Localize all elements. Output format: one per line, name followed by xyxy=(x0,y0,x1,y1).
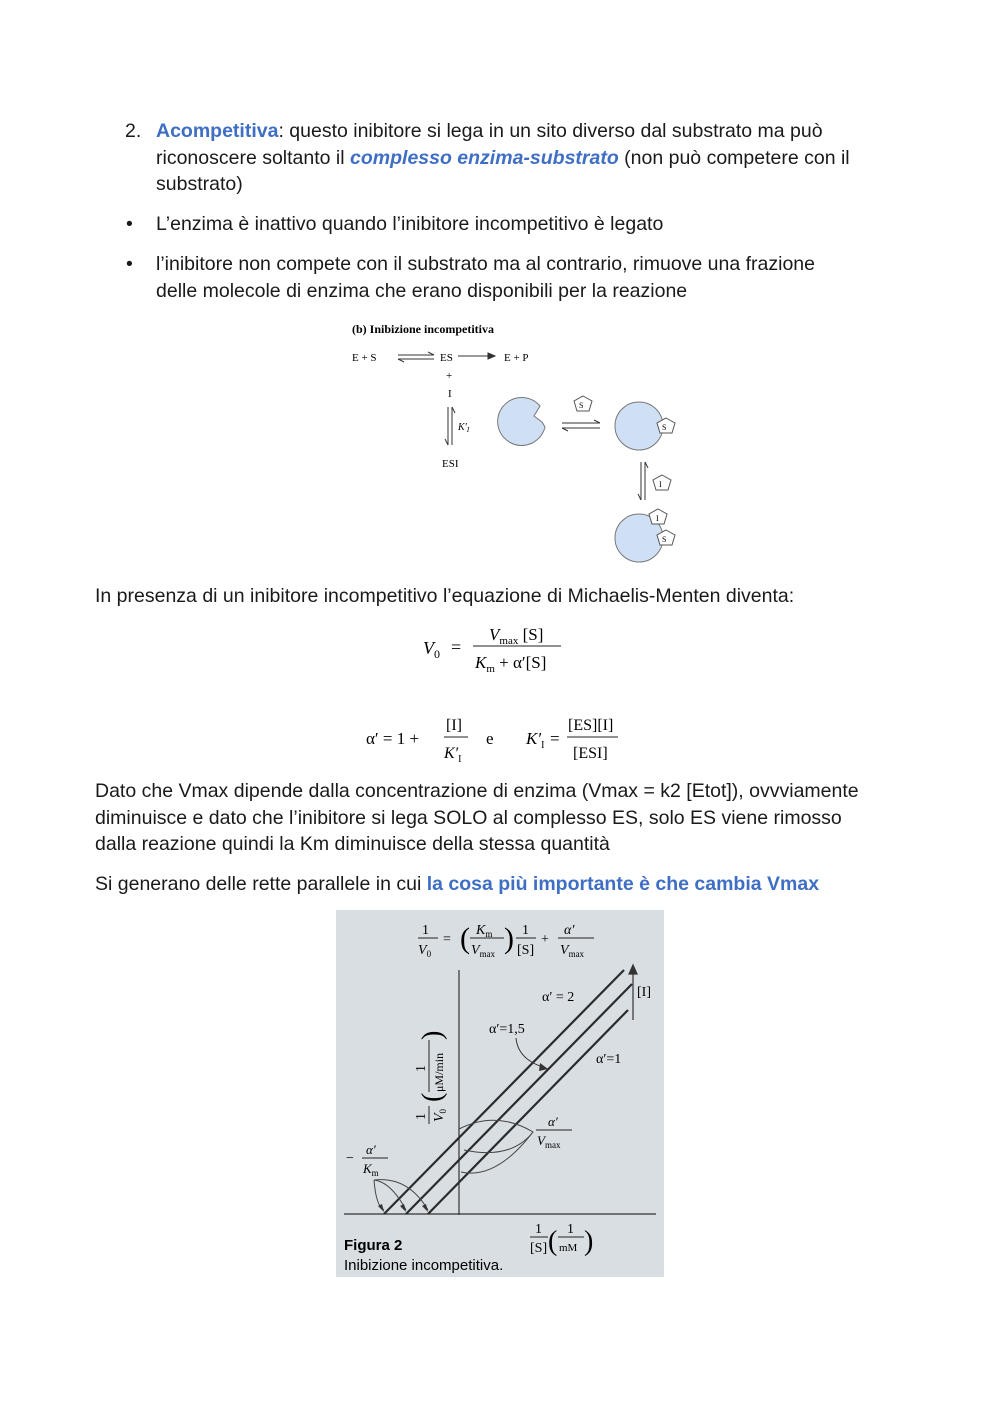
equilibrium-arrow xyxy=(398,352,434,362)
feq-km: $K_m$ xyxy=(476,923,493,939)
alpha-frac-num: [I] xyxy=(446,717,462,734)
xint-num: α′ xyxy=(366,1142,376,1157)
list-number: 2. xyxy=(125,120,142,142)
ki-num: [ES][I] xyxy=(568,717,614,734)
feq-vmax: $V_{max}$ xyxy=(471,943,496,959)
inhibition-scheme xyxy=(340,315,690,570)
ylabel-unit-den: μM/min xyxy=(432,1052,446,1092)
vertical-equilibrium-arrow xyxy=(445,407,455,445)
bound-inhibitor-label: I xyxy=(656,514,659,523)
label-alpha-1-5: α′=1,5 xyxy=(489,1022,525,1037)
substrate-label: S xyxy=(579,401,584,410)
feq-v0: $V_0$ xyxy=(418,943,432,959)
bound-substrate-label: S xyxy=(662,423,667,432)
emph-complex: complesso enzima-substrato xyxy=(350,147,619,169)
alpha-and: e xyxy=(486,729,494,748)
item2-text-c: (non può competere con il xyxy=(618,147,850,169)
scheme-esi: ESI xyxy=(442,458,459,470)
xlabel-unit-num: 1 xyxy=(567,1222,574,1237)
feq-one2: 1 xyxy=(522,923,529,938)
paragraph-line1: Dato che Vmax dipende dalla concentrazione di enzima (Vmax = k2 [Etot]), ovvviamente xyxy=(95,780,859,802)
inhibitor-pentagon xyxy=(653,475,671,490)
scheme-i: I xyxy=(448,388,452,400)
scheme-plus: + xyxy=(446,370,453,382)
xint-minus: − xyxy=(346,1151,354,1166)
xlabel-unit-den: mM xyxy=(559,1242,578,1254)
esi-arrows xyxy=(638,462,648,500)
michaelis-menten-equation xyxy=(415,618,585,678)
inhibitor-label: I xyxy=(659,480,662,489)
item2-line2 xyxy=(156,145,850,172)
feq-plus: + xyxy=(541,932,549,947)
binding-arrows xyxy=(562,420,600,431)
parallel-lines-sentence xyxy=(95,871,819,898)
lineweaver-burk-figure xyxy=(336,910,664,1277)
figure-caption-title: Figura 2 xyxy=(344,1237,403,1254)
feq-paren-l: ( xyxy=(460,922,470,955)
alpha-definition-left: α′ = 1 + xyxy=(366,729,420,748)
bound-substrate-esi-label: S xyxy=(662,535,667,544)
xint-den: $K_m$ xyxy=(363,1161,379,1178)
ki-left: $K'_I$ xyxy=(526,729,545,751)
item2-line1 xyxy=(156,118,823,145)
ylabel-v0: $V_0$ xyxy=(432,1108,448,1122)
item2-text-a: : questo inibitore si lega in un sito diverso dal substrato ma può xyxy=(278,120,823,142)
equation-intro: In presenza di un inibitore incompetitivo l’equazione di Michaelis-Menten diventa: xyxy=(95,585,795,607)
intercept-den: $V_{max}$ xyxy=(537,1133,561,1150)
bullet-1: L’enzima è inattivo quando l’inibitore incompetitivo è legato xyxy=(156,213,664,235)
inhibitor-arrow-label: [I] xyxy=(637,985,651,1000)
feq-alpha: α′ xyxy=(564,923,575,938)
scheme-e-s: E + S xyxy=(352,352,377,364)
scheme-es: ES xyxy=(440,352,453,364)
paragraph-line3: dalla reazione quindi la Km diminuisce della stessa quantità xyxy=(95,833,610,855)
eq-denominator: $K_m + \alpha'[S]$ xyxy=(475,653,547,675)
bullet-2-line1: l’inibitore non compete con il substrato ma al contrario, rimuove una frazione xyxy=(156,253,816,275)
ylabel-unit-num: 1 xyxy=(414,1065,429,1072)
paragraph-line2: diminuisce e dato che l’inibitore si lega SOLO al complesso ES, solo ES viene rimosso xyxy=(95,807,842,829)
bullet-dot: • xyxy=(126,253,133,275)
eq-equals: = xyxy=(451,637,462,657)
intercept-num: α′ xyxy=(548,1114,558,1129)
term-acompetitiva: Acompetitiva xyxy=(156,120,279,142)
alpha-equations xyxy=(360,710,630,768)
xlabel-s: [S] xyxy=(530,1241,548,1256)
ylabel-paren-l: ( xyxy=(417,1092,448,1102)
feq-s: [S] xyxy=(517,943,535,958)
parallel-text: Si generano delle rette parallele in cui xyxy=(95,873,427,895)
eq-v0: $V_0$ xyxy=(423,638,440,661)
item2-line3: substrato) xyxy=(156,173,243,195)
eq-numerator: $V_{max}$ [S] xyxy=(489,625,544,647)
feq-equals: = xyxy=(443,932,451,947)
xlabel-paren-r: ) xyxy=(584,1226,594,1257)
xlabel-one: 1 xyxy=(535,1222,542,1237)
figure-background xyxy=(336,910,664,1277)
ylabel-one: 1 xyxy=(414,1113,429,1120)
alpha-frac-den: $K'_I$ xyxy=(444,745,462,765)
scheme-e-p: E + P xyxy=(504,352,529,364)
feq-vmax2: $V_{max}$ xyxy=(560,943,585,959)
label-alpha-1: α′=1 xyxy=(596,1052,622,1067)
scheme-title: (b) Inibizione incompetitiva xyxy=(352,322,495,336)
xlabel-paren-l: ( xyxy=(548,1226,558,1257)
label-alpha-2: α′ = 2 xyxy=(542,990,575,1005)
figure-caption-text: Inibizione incompetitiva. xyxy=(344,1257,504,1274)
scheme-ki: $K'_I$ xyxy=(458,422,470,434)
ylabel-paren-r: ) xyxy=(417,1030,448,1040)
feq-paren-r: ) xyxy=(504,922,514,955)
feq-one: 1 xyxy=(422,923,429,938)
item2-text-b: riconoscere soltanto il xyxy=(156,147,351,169)
bullet-2-line2: delle molecole di enzima che erano disponibili per la reazione xyxy=(156,280,688,302)
enzyme-es xyxy=(615,402,663,450)
forward-arrow xyxy=(458,353,495,359)
ki-den: [ESI] xyxy=(573,745,608,762)
bullet-dot: • xyxy=(126,213,133,235)
enzyme-free xyxy=(498,397,545,445)
ki-equals: = xyxy=(550,729,560,748)
parallel-emph: la cosa più importante è che cambia Vmax xyxy=(426,873,820,895)
